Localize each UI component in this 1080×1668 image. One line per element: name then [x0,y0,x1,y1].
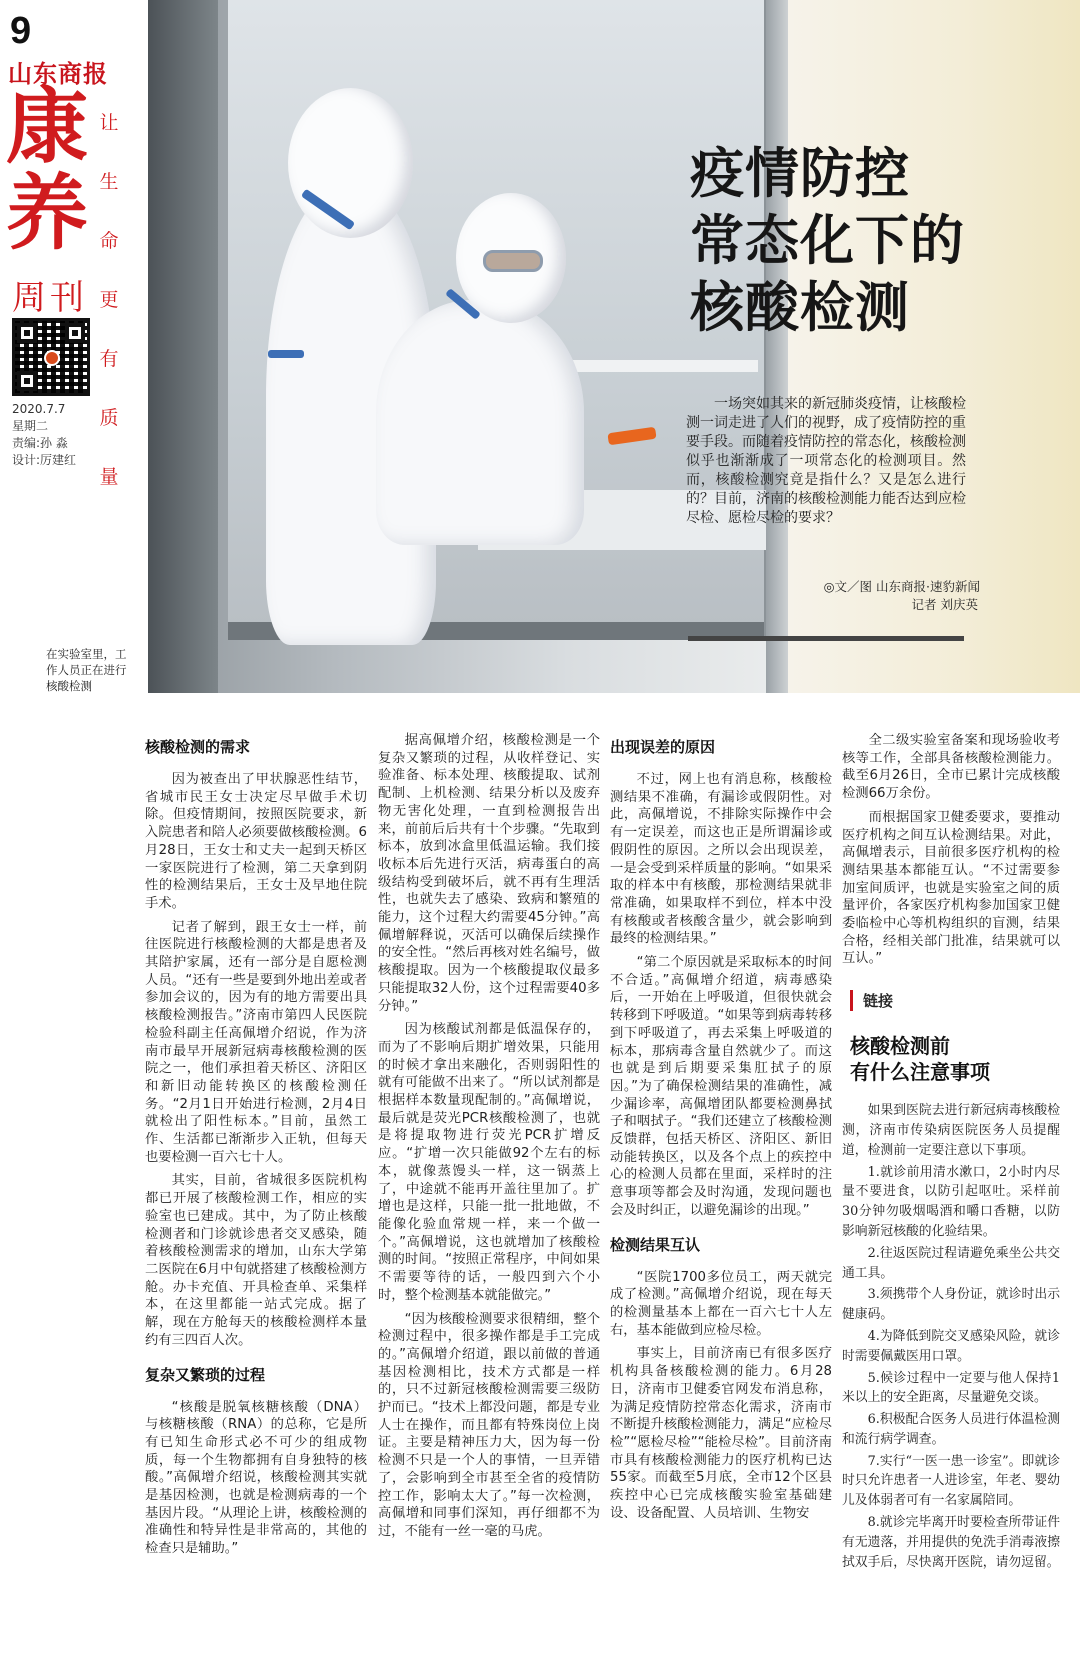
slogan-char: 有 [99,348,119,370]
qr-code-icon[interactable] [12,318,90,396]
headline-rule [688,636,964,641]
link-tag: 链接 [850,990,1060,1011]
slogan-char: 命 [99,230,119,252]
photo-door-frame [148,0,218,693]
worker-suit [376,300,584,545]
paragraph: “核酸是脱氧核糖核酸（DNA）与核糖核酸（RNA）的总称，它是所有已知生命形式必不可少的组成物质，每一个生物都拥有自身独特的核酸。”高佩增介绍说，核酸检测其实就是基因检测，也就是检测病毒的一个基因片段。“从理论上讲，核酸检测的准确性和特异性是非常高的，其他的检查只是辅助。” [145,1399,367,1557]
worker-tape [268,350,304,358]
editor-credit: 责编:孙 淼 [12,436,68,450]
section-heading: 核酸检测的需求 [145,738,251,756]
designer-credit: 设计:厉建红 [12,453,77,467]
tip-item: 3.须携带个人身份证，就诊时出示健康码。 [842,1287,1060,1323]
tip-item: 5.候诊过程中一定要与他人保持1米以上的安全距离，尽量避免交谈。 [842,1370,1060,1406]
byline-reporter: 记者 刘庆英 [911,597,978,612]
masthead [0,0,132,700]
body-column-1 [145,732,367,1564]
paragraph: “医院1700多位员工，两天就完成了检测。”高佩增介绍说，现在每天的检测量基本上都在一百六七十人左右，基本能做到应检尽检。 [610,1269,832,1338]
qr-logo-icon [44,350,60,366]
qr-finder-icon [17,323,37,343]
paragraph: 因为核酸试剂都是低温保存的，而为了不影响后期扩增效果，只能用的时候才拿出来融化，否则弱阳性的就有可能做不出来了。“所以试剂都是根据样本数量现配制的。”高佩增说，最后就是荧光PCR核酸检测了，也就是将提取物进行荧光PCR扩增反应。“扩增一次只能做92个左右的标本，就像蒸馒头一样，这一锅蒸上了，中途就不能再开盖往里加了。扩增也是这样，只能一批一批地做，不能像化验血常规一样，来一个做一个。”高佩增说，这也就增加了核酸检测的时间。“按照正常程序，中间如果不需要等待的话，一般四到六个小时，整个检测基本就能做完。” [378,1022,600,1303]
slogan-char: 让 [99,112,119,134]
issue-weekday: 星期二 [12,419,49,433]
paragraph: 不过，网上也有消息称，核酸检测结果不准确，有漏诊或假阴性。对此，高佩增说，不排除实际操作中会有一定误差，而这也正是所谓漏诊或假阴性的原因。之所以会出现误差，一是会受到采样质量的影响。“如果采取的样本中有核酸，那检测结果就非常准确，如果取样不到位，样本中没有核酸或者核酸含量少，就会影响到最终的检测结果。” [610,772,832,947]
tip-item: 4.为降低到院交叉感染风险，就诊时需要佩戴医用口罩。 [842,1328,1060,1364]
paragraph: 因为被查出了甲状腺恶性结节，省城市民王女士决定尽早做手术切除。但疫情期间，按照医院要求，新入院患者和陪人必须要做核酸检测。6月28日，王女士和丈夫一起到天桥区一家医院进行了检测，第二天拿到阴性的检测结果后，王女士及早地住院手术。 [145,772,367,911]
sidebar-intro: 如果到医院去进行新冠病毒核酸检测，济南市传染病医院医务人员提醒道，检测前一定要注意以下事项。 [842,1103,1060,1158]
paragraph: 据高佩增介绍，核酸检测是一个复杂又繁琐的过程，从收样登记、实验准备、标本处理、核酸提取、试剂配制、上机检测、结果分析以及废弃物无害化处理，一直到检测报告出来，前前后后共有十个步骤。“先取到标本，放到冰盒里低温运输。我们接收标本后先进行灭活，病毒蛋白的高级结构受到破坏后，就不再有生理活性，也就失去了感染、致病和繁殖的能力，这个过程大约需要45分钟。”高佩增解释说，灭活可以确保后续操作的安全性。“然后再核对姓名编号，做核酸提取。因为一个核酸提取仪最多只能提取32人份，这个过程需要40多分钟。” [378,733,600,1014]
body-column-2 [378,732,600,1547]
byline [780,578,980,614]
sidebar-title [850,1033,1060,1085]
page-number: 9 [10,10,32,52]
qr-finder-icon [65,323,85,343]
byline-source: ◎文／图 山东商报·速豹新闻 [823,579,980,594]
paragraph: 全二级实验室备案和现场验收考核等工作，全部具备核酸检测能力。截至6月26日，全市已累计完成核酸检测66万余份。 [842,733,1060,802]
worker-hood [288,88,413,238]
body-column-3 [610,732,832,1528]
tip-item: 6.积极配合医务人员进行体温检测和流行病学调查。 [842,1412,1060,1447]
body-column-4 [842,732,1060,1574]
tip-item: 2.往返医院过程请避免乘坐公共交通工具。 [842,1245,1060,1281]
slogan-char: 量 [99,466,119,488]
paragraph: “因为核酸检测要求很精细，整个检测过程中，很多操作都是手工完成的。”高佩增介绍道，跟以前做的普通基因检测相比，技术方式都是一样的，只不过新冠核酸检测需要三级防护而已。“技术上都没问题，都是专业人士在操作，而且都有特殊岗位上岗证。主要是精神压力大，因为每一份检测不只是一个人的事情，一旦弄错了，会影响到全市甚至全省的疫情防控工作，影响太大了。”每一次检测，高佩增和同事们深知，再仔细都不为过，不能有一丝一毫的马虎。 [378,1311,600,1539]
section-subtitle: 周刊 [12,278,88,318]
worker-goggles [483,250,543,272]
paragraph: “第二个原因就是采取标本的时间不合适。”高佩增介绍道，病毒感染后，一开始在上呼吸道，但很快就会转移到下呼吸道。“如果等到病毒转移到下呼吸道了，再去采集上呼吸道的标本，那病毒含量自然就少了。而这也就是到后期要采集肛拭子的原因。”为了确保检测结果的准确性，减少漏诊率，高佩增团队都要检测鼻拭子和咽拭子。“我们还建立了核酸检测反馈群，包括天桥区、济阳区、新旧动能转换区，以及各个点上的疾控中心的检测人员都在里面，采样时的注意事项等都会及时沟通，发现问题也会及时纠正，以避免漏诊的出现。” [610,955,832,1218]
slogan-char: 质 [99,407,119,429]
issue-date: 2020.7.7 [12,402,66,416]
photo-shelf [568,360,758,372]
slogan-vertical [97,94,121,507]
paragraph: 而根据国家卫健委要求，要推动医疗机构之间互认检测结果。对此，高佩增表示，目前很多医疗机构的检测结果基本都能互认。“不过需要参加室间质评，也就是实验室之间的质量评价，各家医疗机构参加国家卫健委临检中心等机构组织的盲测，结果合格，经相关部门批准，结果就可以互认。” [842,809,1060,967]
headline-line: 常态化下的 [690,209,965,272]
section-heading: 出现误差的原因 [610,738,716,756]
slogan-char: 生 [99,171,119,193]
article-lede: 一场突如其来的新冠肺炎疫情，让核酸检测一词走进了人们的视野，成了疫情防控的重要手段。而随着疫情防控的常态化，核酸检测似乎也渐渐成了一项常态化的检测项目。然而，核酸检测究竟是指什么？又是怎么进行的？目前，济南的核酸检测能力能否达到应检尽检、愿检尽检的要求？ [686,396,966,526]
headline-line: 核酸检测 [690,276,910,339]
slogan-char: 更 [99,289,119,311]
tip-item: 8.就诊完毕离开时要检查所带证件有无遗落，并用提供的免洗手消毒液擦拭双手后，尽快离开医院，请勿逗留。 [842,1515,1060,1570]
section-heading: 复杂又繁琐的过程 [145,1365,266,1384]
section-heading: 检测结果互认 [610,1235,701,1254]
sidebar-tips [842,1101,1060,1572]
tip-item: 1.就诊前用清水漱口，2小时内尽量不要进食，以防引起呕吐。采样前30分钟勿吸烟喝酒和嚼口香糖，以防影响新冠核酸的化验结果。 [842,1164,1060,1239]
paragraph: 记者了解到，跟王女士一样，前往医院进行核酸检测的大都是患者及其陪护家属，还有一部分是自愿检测人员。“还有一些是要到外地出差或者参加会议的，因为有的地方需要出具核酸检测报告。”济南市第四人民医院检验科副主任高佩增介绍说，作为济南市最早开展新冠病毒核酸检测的医院之一，他们承担着天桥区、济阳区和新旧动能转换区的核酸检测任务。“2月1日开始进行检测，2月4日就检出了阳性标本。”目前，虽然工作、生活都已渐渐步入正轨，但每天也要检测一百六七十人。 [145,919,367,1165]
photo-caption: 在实验室里，工作人员正在进行核酸检测 [46,647,127,693]
paragraph: 事实上，目前济南已有很多医疗机构具备核酸检测的能力。6月28日，济南市卫健委官网发布消息称，为满足疫情防控常态化需求，济南市不断提升核酸检测能力，满足“应检尽检”“愿检尽检”“能检尽检”。目前济南市具有核酸检测能力的医疗机构已达55家。而截至5月底，全市12个区县疾控中心已完成核酸实验室基础建设、设备配置、人员培训、生物安 [610,1346,832,1521]
paragraph: 其实，目前，省城很多医院机构都已开展了核酸检测工作，相应的实验室也已建成。其中，为了防止核酸检测者和门诊就诊患者交叉感染，随着核酸检测需求的增加，山东大学第二医院在6月中旬就搭建了核酸检测方舱。办卡充值、开具检查单、采集样本，在这里都能一站式完成。据了解，现在方舱每天的核酸检测样本量约有三四百人次。 [145,1173,367,1348]
article-headline [690,140,1050,341]
sidebar-title-line: 有什么注意事项 [850,1060,990,1085]
section-title-char-1: 康 [6,79,89,175]
sidebar-title-line: 核酸检测前 [850,1034,950,1059]
newspaper-name: 山东商报 [8,60,108,88]
qr-finder-icon [17,371,37,391]
section-title-char-2: 养 [6,165,89,261]
issue-meta [12,401,76,469]
tip-item: 7.实行“一医一患一诊室”。即就诊时只允许患者一人进诊室，年老、婴幼儿及体弱者可有一名家属陪同。 [842,1453,1060,1509]
headline-line: 疫情防控 [690,142,910,205]
